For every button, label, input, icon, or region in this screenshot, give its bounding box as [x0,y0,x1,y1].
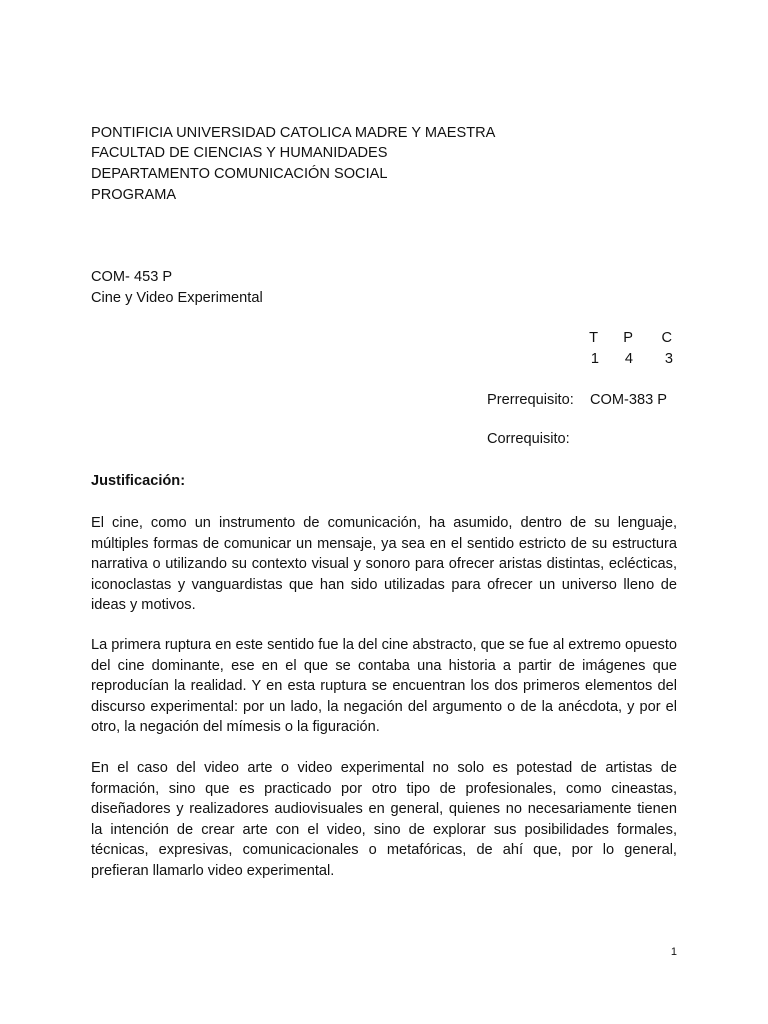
header-university: PONTIFICIA UNIVERSIDAD CATOLICA MADRE Y MAESTRA [91,125,496,141]
credit-value-c: 3 [664,351,673,367]
credit-value-p: 4 [624,351,633,367]
paragraph-2: La primera ruptura en este sentido fue la del cine abstracto, que se fue al extremo opuesto del cine dominante, ese en el que se contaba una historia a partir de imágenes que reproducían la realidad. Y en esta ruptura se encuentran los dos primeros elementos del discurso experimental: por un lado, la negación del argumento o de la anécdota, y por el otro, la negación del mímesis o la figuración. [91,637,677,736]
course-code: COM- 453 P [91,269,173,285]
page-number: 1 [670,946,677,958]
credit-label-p: P [623,330,633,346]
header-faculty: FACULTAD DE CIENCIAS Y HUMANIDADES [91,145,388,161]
header-department: DEPARTAMENTO COMUNICACIÓN SOCIAL [91,166,388,182]
paragraph-3: En el caso del video arte o video experimental no solo es potestad de artistas de formación, sino que es practicado por otro tipo de profesionales, como cineastas, diseñadores y realizadores audiovisuales en general, quienes no necesariamente tienen la intención de crear arte con el video, sino de explorar sus posibilidades formales, técnicas, expresivas, comunicacionales o metafóricas, de ahí que, por lo general, prefieran llamarlo video experimental. [91,760,677,879]
course-name: Cine y Video Experimental [91,290,263,306]
header-program: PROGRAMA [91,187,177,203]
prerequisite-label: Prerrequisito: [487,392,574,408]
credit-value-t: 1 [590,351,599,367]
section-heading: Justificación: [91,473,186,489]
prerequisite-value: COM-383 P [590,392,668,408]
credit-label-c: C [661,330,672,346]
corequisite-label: Correquisito: [487,431,570,447]
paragraph-1: El cine, como un instrumento de comunicación, ha asumido, dentro de su lenguaje, múltiples formas de comunicar un mensaje, ya sea en el sentido estricto de su estructura narrativa o utilizando su contexto visual y sonoro para ofrecer aristas distintas, eclécticas, iconoclastas y vanguardistas que han sido utilizadas para ofrecer un universo lleno de ideas y motivos. [91,515,677,614]
credit-label-t: T [589,330,598,346]
